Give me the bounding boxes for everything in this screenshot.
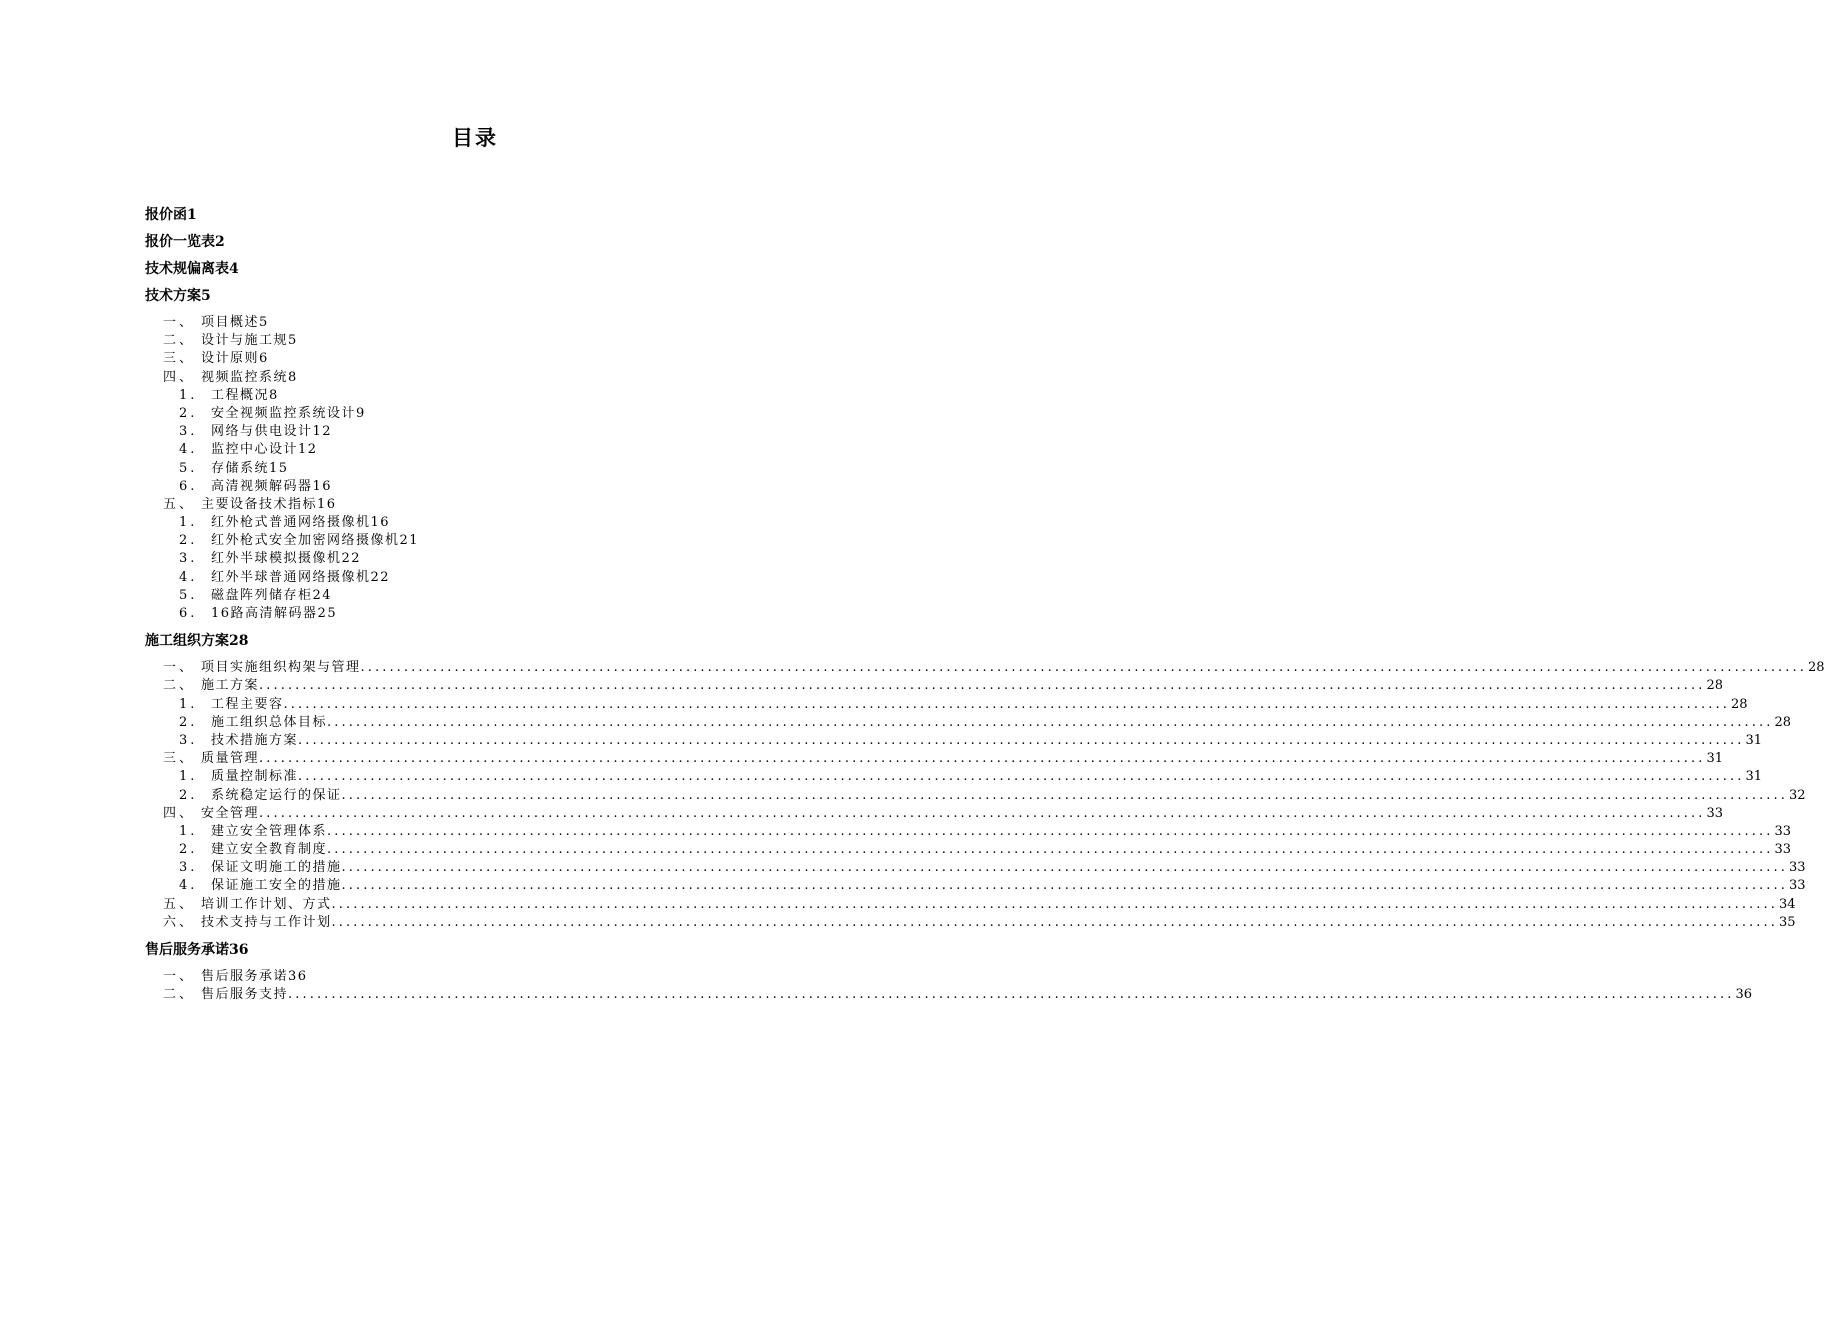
toc-subsection[interactable] [145, 877, 1806, 895]
toc-section[interactable] [145, 659, 1825, 677]
toc-entry-text: 售后服务支持 [201, 987, 289, 1003]
toc-entry-label [179, 479, 332, 494]
toc-entry-text: 设计与施工规5 [201, 333, 298, 349]
table-of-contents [145, 206, 1825, 1004]
toc-entry-number: 1. [179, 696, 198, 712]
page-title: 目录 [452, 125, 498, 150]
toc-entry-number: 四、 [163, 805, 196, 821]
dot-leader: ........................................................................................................................................................................................................ [360, 660, 1807, 676]
toc-entry-label [163, 750, 259, 768]
toc-entry-number: 二、 [163, 987, 196, 1003]
toc-section[interactable] [145, 369, 807, 387]
toc-entry-text: 建立安全教育制度 [211, 842, 328, 858]
toc-entry-text: 视频监控系统8 [201, 369, 298, 385]
toc-entry-number: 5. [179, 460, 198, 476]
dot-leader: ........................................................................................................................................................................................................ [341, 878, 1788, 894]
toc-section[interactable] [145, 896, 1796, 914]
toc-entry-number: 4. [179, 442, 198, 458]
toc-entry-text: 系统稳定运行的保证 [211, 787, 342, 803]
toc-subsection[interactable] [145, 787, 1806, 805]
toc-entry-label [179, 823, 327, 841]
toc-entry-number: 二、 [163, 678, 196, 694]
toc-entry-text: 网络与供电设计12 [211, 424, 333, 440]
toc-entry-text: 安全管理 [201, 805, 260, 821]
toc-entry-text: 项目实施组织构架与管理 [201, 660, 361, 676]
toc-entry-text: 技术措施方案 [211, 732, 299, 748]
toc-entry-label [179, 442, 318, 457]
dot-leader: ........................................................................................................................................................................................................ [298, 769, 1745, 785]
toc-entry-text: 项目概述5 [201, 315, 269, 330]
toc-entry-text: 建立安全管理体系 [211, 823, 328, 839]
toc-entry-number: 2. [179, 533, 198, 549]
toc-entry-text: 设计原则6 [201, 351, 269, 367]
toc-entry-text: 红外枪式普通网络摄像机16 [211, 515, 391, 531]
toc-subsection[interactable] [145, 823, 1792, 841]
toc-entry-number: 6. [179, 606, 198, 621]
toc-entry-label [179, 533, 419, 548]
toc-entry-text: 施工组织总体目标 [211, 714, 328, 730]
toc-entry-number: 1. [179, 823, 198, 839]
toc-subsection[interactable] [145, 569, 807, 587]
toc-subsection[interactable] [145, 423, 807, 441]
toc-entry-text: 存储系统15 [211, 460, 289, 476]
toc-entry-text: 培训工作计划、方式 [201, 896, 332, 912]
dot-leader: ........................................................................................................................................................................................................ [298, 732, 1745, 748]
toc-entry-text: 磁盘阵列储存柜24 [211, 587, 333, 603]
toc-entry-number: 3. [179, 860, 198, 876]
toc-subsection[interactable] [145, 514, 807, 532]
toc-entry-label [179, 714, 327, 732]
toc-entry-text: 工程概况8 [211, 387, 279, 403]
toc-entry-text: 施工方案 [201, 678, 260, 694]
toc-section[interactable] [145, 677, 1724, 695]
toc-section[interactable] [145, 986, 1753, 1004]
toc-subsection[interactable] [145, 441, 807, 459]
toc-subsection[interactable] [145, 768, 1763, 786]
toc-entry-text: 保证文明施工的措施 [211, 860, 342, 876]
toc-section[interactable] [145, 350, 807, 368]
toc-entry-label [163, 351, 269, 366]
toc-entry-label [179, 859, 342, 877]
toc-entry-text: 工程主要容 [211, 696, 284, 712]
toc-entry-label [179, 406, 366, 421]
toc-entry-label [179, 841, 327, 859]
toc-entry-label [179, 877, 342, 895]
toc-entry-label [163, 315, 269, 330]
toc-entry-text: 技术支持与工作计划 [201, 914, 332, 930]
toc-subsection[interactable] [145, 605, 807, 623]
toc-entry-number: 五、 [163, 496, 196, 512]
toc-entry-text: 红外半球普通网络摄像机22 [211, 569, 391, 585]
toc-section[interactable] [145, 914, 1796, 932]
toc-entry-number: 五、 [163, 896, 196, 912]
toc-entry-number: 4. [179, 569, 198, 585]
toc-entry-label [179, 461, 289, 476]
toc-section[interactable] [145, 968, 807, 986]
toc-chapter[interactable]: 技术方案5 [145, 288, 211, 304]
toc-entry-label [163, 914, 332, 932]
toc-entry-number: 2. [179, 714, 198, 730]
toc-section[interactable] [145, 750, 1724, 768]
toc-entry-number: 5. [179, 587, 198, 603]
toc-entry-label [179, 551, 361, 566]
toc-section[interactable] [145, 805, 1724, 823]
toc-chapter[interactable]: 施工组织方案28 [145, 633, 249, 650]
toc-subsection[interactable] [145, 732, 1763, 750]
toc-section[interactable] [145, 314, 807, 332]
dot-leader: ........................................................................................................................................................................................................ [259, 678, 1706, 694]
toc-page-number: 28 [1730, 696, 1748, 712]
toc-page-number: 33 [1788, 860, 1806, 876]
toc-page-number: 31 [1745, 769, 1763, 785]
toc-subsection[interactable] [145, 532, 807, 550]
toc-entry-number: 二、 [163, 333, 196, 349]
toc-entry-text: 高清视频解码器16 [211, 478, 333, 494]
dot-leader: ........................................................................................................................................................................................................ [327, 842, 1774, 858]
toc-page-number: 31 [1706, 751, 1724, 767]
toc-entry-text: 保证施工安全的措施 [211, 878, 342, 894]
toc-entry-text: 质量控制标准 [211, 769, 299, 785]
toc-chapter[interactable]: 报价一览表2 [145, 234, 225, 250]
toc-entry-text: 红外半球模拟摄像机22 [211, 551, 362, 567]
toc-entry-number: 3. [179, 732, 198, 748]
dot-leader: ........................................................................................................................................................................................................ [327, 823, 1774, 839]
dot-leader: ........................................................................................................................................................................................................ [283, 696, 1730, 712]
toc-entry-number: 三、 [163, 751, 196, 767]
toc-page-number: 33 [1706, 805, 1724, 821]
toc-subsection[interactable] [145, 387, 807, 405]
toc-entry-label [163, 969, 308, 984]
toc-entry-label [179, 696, 284, 714]
toc-entry-number: 4. [179, 878, 198, 894]
toc-page-number: 32 [1788, 787, 1806, 803]
toc-entry-label [163, 677, 259, 695]
toc-entry-label [163, 896, 332, 914]
toc-chapter[interactable]: 报价函1 [145, 207, 197, 223]
toc-section[interactable] [145, 496, 807, 514]
toc-entry-number: 2. [179, 405, 198, 421]
toc-chapter[interactable]: 技术规偏离表4 [145, 261, 239, 277]
toc-subsection[interactable] [145, 696, 1748, 714]
toc-entry-number: 一、 [163, 315, 196, 330]
toc-entry-label [179, 588, 332, 603]
toc-subsection[interactable] [145, 478, 807, 496]
toc-entry-number: 2. [179, 787, 198, 803]
toc-entry-label [163, 497, 337, 512]
toc-subsection[interactable] [145, 714, 1792, 732]
toc-page-number: 28 [1774, 714, 1792, 730]
toc-entry-label [179, 570, 390, 585]
toc-entry-text: 售后服务承诺36 [201, 969, 308, 984]
toc-page-number: 28 [1706, 678, 1724, 694]
toc-entry-label [179, 787, 342, 805]
toc-entry-label [179, 732, 298, 750]
dot-leader: ........................................................................................................................................................................................................ [259, 751, 1706, 767]
toc-page-number: 33 [1774, 842, 1792, 858]
toc-entry-number: 1. [179, 769, 198, 785]
toc-entry-text: 质量管理 [201, 751, 260, 767]
dot-leader: ........................................................................................................................................................................................................ [259, 805, 1706, 821]
dot-leader: ........................................................................................................................................................................................................ [341, 860, 1788, 876]
toc-page-number: 34 [1778, 896, 1796, 912]
toc-section[interactable] [145, 332, 807, 350]
toc-page-number: 31 [1745, 732, 1763, 748]
toc-chapter[interactable]: 售后服务承诺36 [145, 942, 249, 958]
toc-entry-number: 1. [179, 515, 198, 531]
toc-entry-label [163, 659, 361, 677]
dot-leader: ........................................................................................................................................................................................................ [288, 987, 1735, 1003]
toc-entry-number: 2. [179, 842, 198, 858]
toc-page-number: 35 [1778, 914, 1796, 930]
toc-entry-label [179, 768, 298, 786]
toc-entry-number: 3. [179, 424, 198, 440]
toc-entry-text: 监控中心设计12 [211, 442, 318, 458]
toc-subsection[interactable] [145, 841, 1792, 859]
toc-entry-number: 3. [179, 551, 198, 567]
toc-page-number: 28 [1807, 660, 1825, 676]
toc-page-number: 33 [1788, 878, 1806, 894]
toc-entry-label [163, 333, 298, 348]
toc-subsection[interactable] [145, 587, 807, 605]
toc-entry-text: 主要设备技术指标16 [201, 496, 337, 512]
toc-entry-label [179, 515, 390, 530]
toc-subsection[interactable] [145, 405, 807, 423]
toc-entry-label [163, 370, 298, 385]
toc-entry-number: 一、 [163, 660, 196, 676]
toc-entry-number: 1. [179, 387, 198, 403]
dot-leader: ........................................................................................................................................................................................................ [331, 914, 1778, 930]
toc-entry-number: 一、 [163, 969, 196, 984]
toc-subsection[interactable] [145, 460, 807, 478]
dot-leader: ........................................................................................................................................................................................................ [341, 787, 1788, 803]
toc-entry-text: 红外枪式安全加密网络摄像机21 [211, 533, 420, 549]
toc-entry-text: 16路高清解码器25 [211, 606, 338, 621]
toc-entry-number: 六、 [163, 914, 196, 930]
toc-subsection[interactable] [145, 859, 1806, 877]
toc-entry-number: 三、 [163, 351, 196, 367]
toc-entry-label [179, 388, 279, 403]
toc-page-number: 33 [1774, 823, 1792, 839]
toc-entry-number: 四、 [163, 369, 196, 385]
toc-entry-text: 安全视频监控系统设计9 [211, 405, 366, 421]
dot-leader: ........................................................................................................................................................................................................ [331, 896, 1778, 912]
toc-subsection[interactable] [145, 550, 807, 568]
toc-entry-label [163, 986, 288, 1004]
toc-entry-number: 6. [179, 478, 198, 494]
toc-entry-label [179, 424, 332, 439]
toc-entry-label [179, 606, 337, 621]
toc-entry-label [163, 805, 259, 823]
dot-leader: ........................................................................................................................................................................................................ [327, 714, 1774, 730]
toc-page-number: 36 [1735, 987, 1753, 1003]
